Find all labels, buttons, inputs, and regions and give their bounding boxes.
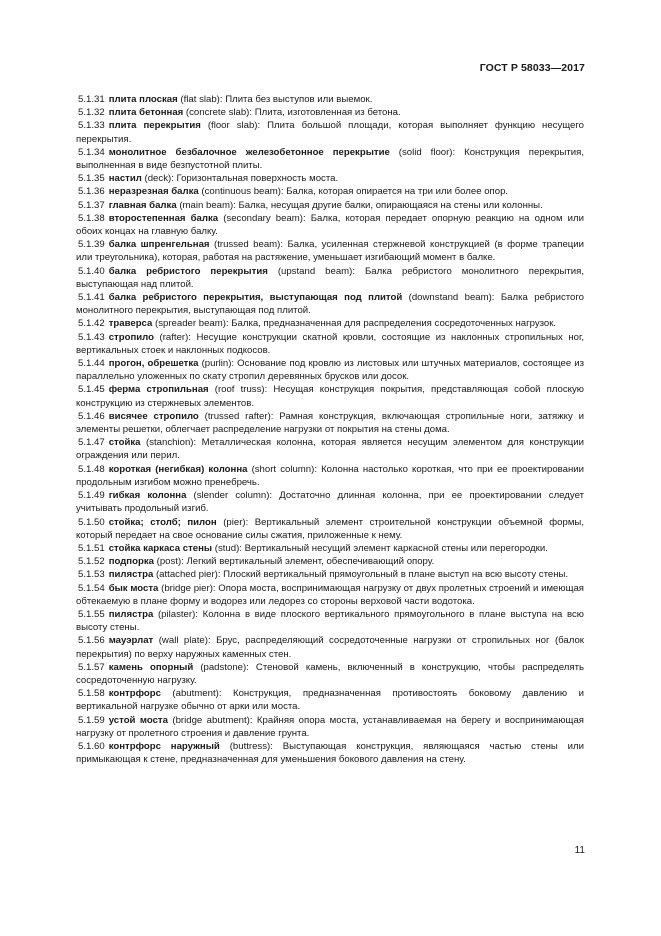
entry-term: траверса: [108, 318, 153, 330]
entry-number: 5.1.46: [78, 410, 105, 422]
entry-definition: (padstone): Стеновой камень, включенный в конструкцию, чтобы распределять сосредоточенную нагрузку.: [76, 661, 584, 686]
entry-definition: (purlin): Основание под кровлю из листовых или штучных материалов, состоящее из параллельно уложенных по скату стропил деревянных брусков или досок.: [76, 358, 584, 383]
definition-entry: [76, 199, 584, 212]
entry-definition: (pier): Вертикальный элемент строительной конструкции объемной формы, который передает на свое основание силы сжатия, приложенные к нему.: [76, 516, 584, 541]
entry-definition: (trussed rafter): Рамная конструкция, включающая стропильные ноги, затяжку и элементы решетки, облегчает распределение нагрузки от покрытия на стены дома.: [76, 410, 584, 436]
entry-number: 5.1.54: [78, 582, 105, 594]
entry-number: 5.1.36: [78, 186, 105, 198]
definition-entry: [76, 93, 584, 106]
definition-entry: [76, 568, 584, 581]
entry-number: 5.1.31: [78, 94, 105, 105]
definition-entry: [76, 714, 584, 740]
entry-term: гибкая колонна: [108, 490, 187, 502]
entry-definition: (wall plate): Брус, распределяющий сосредоточенные нагрузки от стропильных ног (балок перекрытия) по верху наружных каменных стен.: [76, 635, 584, 660]
entry-number: 5.1.49: [78, 490, 105, 502]
definition-entry: [76, 740, 584, 766]
definition-entry: [76, 436, 584, 462]
entry-number: 5.1.41: [78, 292, 105, 304]
entry-number: 5.1.47: [78, 437, 105, 449]
definition-entry: [76, 555, 584, 568]
entry-definition: (roof truss): Несущая конструкция покрытия, представляющая собой плоскую конструкцию из стержневых элементов.: [76, 384, 584, 409]
standard-designation: ГОСТ Р 58033—2017: [479, 62, 585, 74]
entry-number: 5.1.53: [78, 569, 105, 581]
definition-entry: [76, 119, 584, 145]
entry-term: прогон, обрешетка: [108, 358, 199, 370]
entry-definition: (abutment): Конструкция, предназначенная противостоять боковому давлению и вертикальной нагрузке обычно от арки или моста.: [76, 688, 584, 713]
entry-definition: (solid floor): Конструкция перекрытия, выполненная в виде безпустотной плиты.: [76, 146, 584, 172]
entry-number: 5.1.40: [78, 265, 105, 277]
entry-term: второстепенная балка: [108, 212, 219, 224]
entry-number: 5.1.43: [78, 331, 105, 343]
definition-entry: [76, 238, 584, 264]
entry-definition: (pilaster): Колонна в виде плоского вертикального прямоугольного в плане выступа на всю высоту стены.: [76, 608, 584, 634]
entry-definition: (post): Легкий вертикальный элемент, обеспечивающий опору.: [153, 556, 435, 568]
entry-number: 5.1.55: [78, 608, 105, 620]
entry-definition: (trussed beam): Балка, усиленная стержневой конструкцией (в форме трапеции или треугольника), которая, работая на растяжение, уменьшает изгибающий момент в балке.: [76, 239, 584, 264]
entry-definition: (bridge pier): Опора моста, воспринимающая нагрузку от двух пролетных строений и имеющая обтекаемую в плане форму и водорез или ледорез со стороны верховой части водотока.: [76, 582, 584, 607]
entry-definition: (concrete slab): Плита, изготовленная из бетона.: [183, 107, 401, 119]
entry-definition: (attached pier): Плоский вертикальный прямоугольный в плане выступ на всю высоту стены.: [153, 569, 569, 581]
entry-definition: (slender column): Достаточно длинная колонна, при ее проектировании следует учитывать продольный изгиб.: [76, 490, 584, 515]
definition-entry: [76, 146, 584, 172]
entry-definition: (flat slab): Плита без выступов или выемок.: [177, 94, 373, 105]
entry-term: короткая (негибкая) колонна: [108, 463, 248, 475]
definition-entry: [76, 212, 584, 238]
definition-entry: [76, 608, 584, 634]
entry-number: 5.1.35: [78, 173, 105, 185]
entry-definition: (spreader beam): Балка, предназначенная для распределения сосредоточенных нагрузок.: [152, 318, 557, 330]
entry-term: стойка; столб; пилон: [108, 516, 217, 528]
definition-entry: [76, 291, 584, 317]
entry-term: стойка каркаса стены: [108, 542, 213, 554]
entry-definition: (downstand beam): Балка ребристого монолитного перекрытия, выступающая под плитой.: [76, 292, 585, 317]
entry-term: плита плоская: [108, 94, 178, 105]
entry-term: главная балка: [108, 199, 177, 211]
entry-definition: (rafter): Несущие конструкции скатной кровли, состоящие из наклонных стропильных ног, вертикальных стоек и наклонных подкосов.: [76, 331, 584, 356]
definition-entry: [76, 463, 584, 489]
entry-number: 5.1.37: [78, 199, 105, 211]
entry-term: стропило: [108, 331, 154, 343]
entry-definition: (stanchion): Металлическая колонна, которая является несущим элементом для конструкции ограждения или перил.: [76, 437, 584, 462]
entry-term: стойка: [108, 437, 141, 449]
definition-entry: [76, 331, 584, 357]
definition-entry: [76, 582, 584, 608]
definition-entry: [76, 317, 584, 330]
definition-entry: [76, 516, 584, 542]
entry-definition: (continuous beam): Балка, которая опирается на три или более опор.: [198, 186, 509, 198]
entry-number: 5.1.57: [78, 661, 105, 673]
definition-entry: [76, 185, 584, 198]
entry-term: устой моста: [108, 714, 168, 726]
entry-number: 5.1.38: [78, 212, 105, 224]
entry-term: плита бетонная: [108, 107, 184, 119]
entry-term: ферма стропильная: [108, 384, 209, 396]
entry-definition: (secondary beam): Балка, которая передает опорную реакцию на одном или обоих концах на главную балку.: [76, 212, 584, 238]
entry-definition: (stud): Вертикальный несущий элемент каркасной стены или перегородки.: [212, 542, 548, 554]
entry-number: 5.1.56: [78, 635, 105, 647]
definitions-list: [76, 93, 584, 766]
entry-number: 5.1.51: [78, 542, 105, 554]
definition-entry: [76, 661, 584, 687]
entry-term: пилястра: [108, 608, 154, 620]
definition-entry: [76, 106, 584, 119]
definition-entry: [76, 489, 584, 515]
entry-term: мауэрлат: [108, 635, 154, 647]
entry-term: балка ребристого перекрытия, выступающая под плитой: [108, 292, 403, 304]
entry-number: 5.1.48: [78, 463, 105, 475]
definition-entry: [76, 542, 584, 555]
definition-entry: [76, 172, 584, 185]
definition-entry: [76, 687, 584, 713]
entry-definition: (main beam): Балка, несущая другие балки, опирающаяся на стены или колонны.: [176, 199, 543, 211]
entry-term: контрфорс наружный: [108, 740, 220, 752]
entry-number: 5.1.32: [78, 107, 105, 119]
entry-term: плита перекрытия: [108, 120, 201, 132]
entry-definition: (floor slab): Плита большой площади, которая выполняет функцию несущего перекрытия.: [76, 120, 584, 145]
page-number: 11: [574, 845, 585, 856]
entry-term: камень опорный: [108, 661, 194, 673]
entry-definition: (short column): Колонна настолько короткая, что при ее проектировании продольным изгибом можно пренебречь.: [76, 463, 584, 488]
definition-entry: [76, 265, 584, 291]
definition-entry: [76, 357, 584, 383]
entry-term: висячее стропило: [108, 410, 199, 422]
entry-term: балка шпренгельная: [108, 239, 210, 251]
entry-number: 5.1.60: [78, 740, 105, 752]
entry-term: неразрезная балка: [108, 186, 199, 198]
entry-number: 5.1.33: [78, 120, 105, 132]
entry-number: 5.1.45: [78, 384, 105, 396]
definition-entry: [76, 383, 584, 409]
definition-entry: [76, 410, 584, 436]
entry-term: бык моста: [108, 582, 159, 594]
entry-number: 5.1.50: [78, 516, 105, 528]
entry-definition: (deck): Горизонтальная поверхность моста.: [141, 173, 339, 185]
entry-number: 5.1.34: [78, 146, 105, 158]
entry-term: подпорка: [108, 556, 154, 568]
entry-term: монолитное безбалочное железобетонное перекрытие: [108, 146, 390, 158]
entry-term: настил: [108, 173, 142, 185]
entry-number: 5.1.59: [78, 714, 105, 726]
entry-definition: (bridge abutment): Крайняя опора моста, устанавливаемая на берегу и воспринимающая нагрузку от пролетного строения и давление грунта.: [76, 714, 584, 739]
entry-term: балка ребристого перекрытия: [108, 265, 268, 277]
entry-definition: (buttress): Выступающая конструкция, являющаяся частью стены или примыкающая к стене, предназначенная для уменьшения бокового давления на стену.: [76, 740, 584, 766]
entry-number: 5.1.58: [78, 688, 105, 700]
entry-term: контрфорс: [108, 688, 161, 700]
definition-entry: [76, 634, 584, 660]
entry-number: 5.1.42: [78, 318, 105, 330]
entry-number: 5.1.52: [78, 556, 105, 568]
entry-definition: (upstand beam): Балка ребристого монолитного перекрытия, выступающая над плитой.: [76, 265, 584, 290]
entry-number: 5.1.39: [78, 239, 105, 251]
entry-term: пилястра: [108, 569, 154, 581]
entry-number: 5.1.44: [78, 358, 105, 370]
